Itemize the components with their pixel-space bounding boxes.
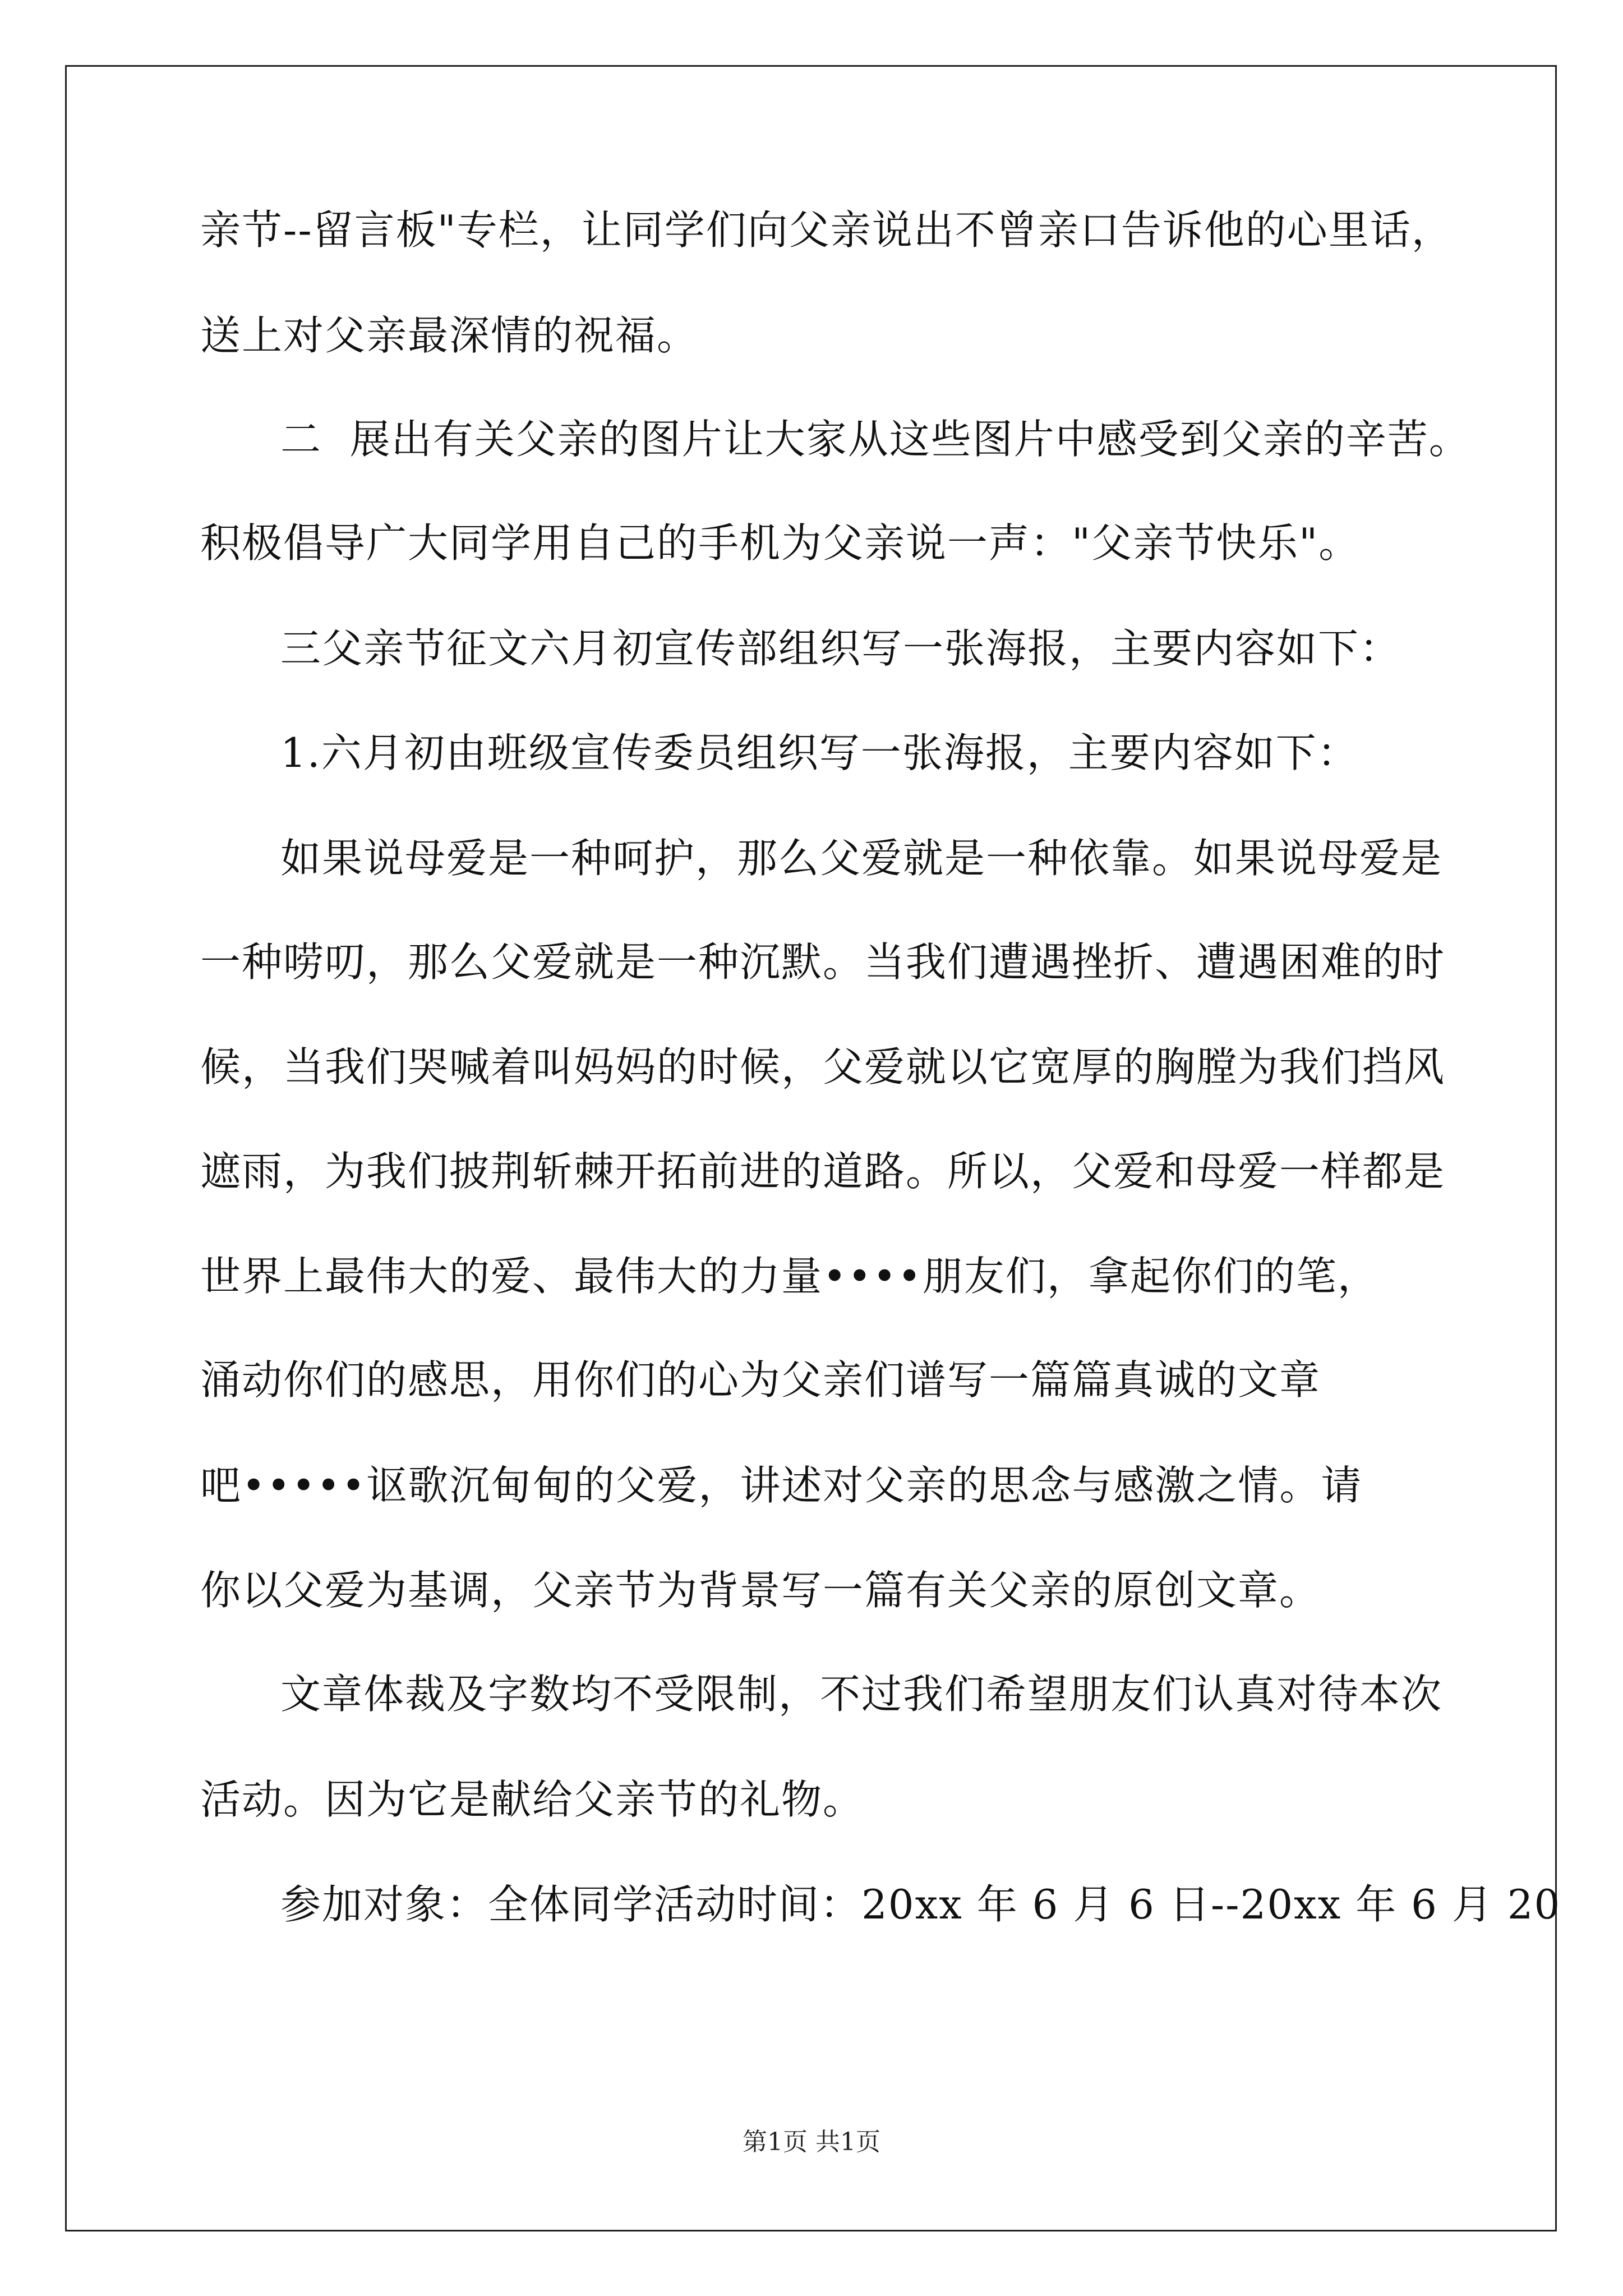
body-text-line: 参加对象：全体同学活动时间：20xx 年 6 月 6 日--20xx 年 6 月 20 <box>280 1881 1561 1928</box>
body-text-line: 世界上最伟大的爱、最伟大的力量••••朋友们，拿起你们的笔， <box>200 1253 1379 1300</box>
body-text-line: 如果说母爱是一种呵护，那么父爱就是一种依靠。如果说母爱是 <box>280 835 1443 882</box>
body-text-line: 候，当我们哭喊着叫妈妈的时候，父爱就以它宽厚的胸膛为我们挡风 <box>200 1043 1446 1091</box>
page-number-footer: 第1页 共1页 <box>743 2128 880 2156</box>
body-text-line: 积极倡导广大同学用自己的手机为父亲说一声："父亲节快乐"。 <box>200 519 1361 567</box>
body-text-line: 1.六月初由班级宣传委员组织写一张海报，主要内容如下： <box>280 729 1359 776</box>
body-text-line: 二 展出有关父亲的图片让大家从这些图片中感受到父亲的辛苦。 <box>280 416 1470 463</box>
body-text-line: 送上对父亲最深情的祝福。 <box>200 312 699 359</box>
body-text-line: 你以父爱为基调，父亲节为背景写一篇有关父亲的原创文章。 <box>200 1567 1321 1614</box>
body-text-line: 亲节--留言板"专栏，让同学们向父亲说出不曾亲口告诉他的心里话， <box>200 206 1453 254</box>
body-text-line: 一种唠叨，那么父爱就是一种沉默。当我们遭遇挫折、遭遇困难的时 <box>200 938 1446 986</box>
body-text-line: 三父亲节征文六月初宣传部组织写一张海报，主要内容如下： <box>280 625 1401 672</box>
body-text-line: 活动。因为它是献给父亲节的礼物。 <box>200 1776 865 1823</box>
body-text-line: 吧•••••讴歌沉甸甸的父爱，讲述对父亲的思念与感激之情。请 <box>200 1462 1363 1509</box>
body-text-line: 遮雨，为我们披荆斩棘开拓前进的道路。所以，父爱和母爱一样都是 <box>200 1148 1446 1195</box>
body-text-line: 涌动你们的感思，用你们的心为父亲们谱写一篇篇真诚的文章 <box>200 1356 1321 1404</box>
body-text-line: 文章体裁及字数均不受限制，不过我们希望朋友们认真对待本次 <box>280 1671 1443 1718</box>
